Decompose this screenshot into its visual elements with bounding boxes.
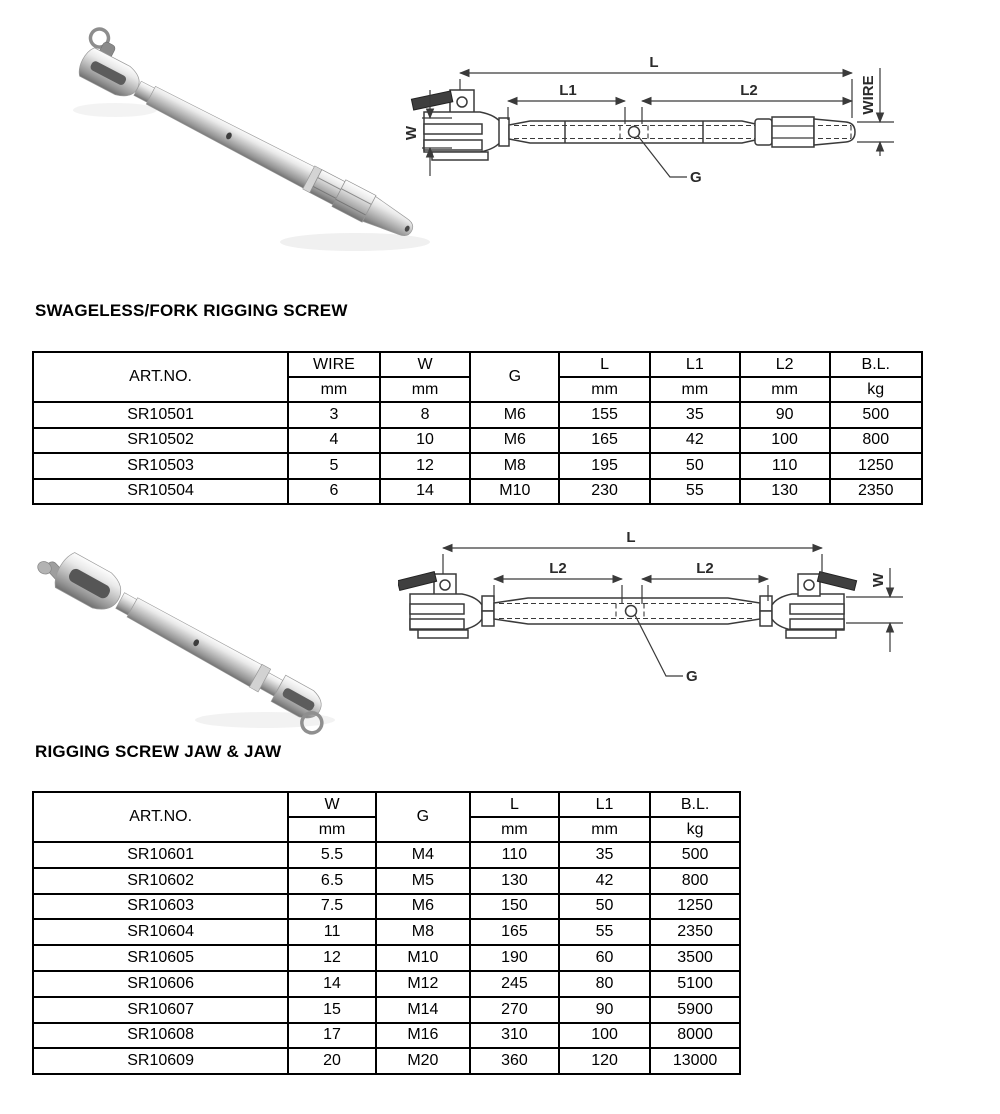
table-cell: 35 xyxy=(559,842,650,868)
table-cell: 230 xyxy=(559,479,650,505)
table-cell: 90 xyxy=(740,402,830,428)
column-header: W xyxy=(288,792,376,817)
table-row xyxy=(33,1023,740,1049)
table-cell: M14 xyxy=(376,997,470,1023)
table-cell: 42 xyxy=(650,428,740,454)
table-cell: 110 xyxy=(470,842,559,868)
table-row xyxy=(33,479,922,505)
table-cell: 245 xyxy=(470,971,559,997)
jaw-jaw-drawing xyxy=(398,528,978,713)
table-cell: 8 xyxy=(380,402,471,428)
column-unit: mm xyxy=(380,377,471,402)
column-header: ART.NO. xyxy=(33,352,288,402)
table-row xyxy=(33,919,740,945)
spec-table-jaw-jaw xyxy=(32,791,741,1075)
table-cell: M8 xyxy=(470,453,559,479)
column-header: L2 xyxy=(740,352,830,377)
body-drawing-2 xyxy=(494,598,760,624)
table-row xyxy=(33,842,740,868)
column-header: L xyxy=(470,792,559,817)
dim-label-L2-right: L2 xyxy=(696,560,714,577)
table-cell: 130 xyxy=(470,868,559,894)
column-header: G xyxy=(376,792,470,842)
technical-drawing-jaw-jaw xyxy=(398,528,978,713)
table-cell: 11 xyxy=(288,919,376,945)
technical-drawing-swageless-fork xyxy=(402,32,982,244)
table-cell: 6.5 xyxy=(288,868,376,894)
table-cell: SR10601 xyxy=(33,842,288,868)
table-cell: 14 xyxy=(288,971,376,997)
table-cell: 5100 xyxy=(650,971,740,997)
table-cell: 165 xyxy=(470,919,559,945)
table-row xyxy=(33,894,740,920)
body-drawing xyxy=(499,118,760,146)
column-header: W xyxy=(380,352,471,377)
swageless-fork-photo-image xyxy=(25,10,440,265)
column-unit: mm xyxy=(559,377,650,402)
table-cell: SR10607 xyxy=(33,997,288,1023)
spec-table-swageless-fork xyxy=(32,351,923,505)
product-photo-jaw-jaw xyxy=(15,510,345,742)
table-cell: 155 xyxy=(559,402,650,428)
table-cell: 12 xyxy=(380,453,471,479)
table-cell: M10 xyxy=(376,945,470,971)
table-cell: M10 xyxy=(470,479,559,505)
table-cell: 130 xyxy=(740,479,830,505)
table-cell: 500 xyxy=(830,402,923,428)
table-cell: SR10602 xyxy=(33,868,288,894)
table-cell: 195 xyxy=(559,453,650,479)
table-cell: 55 xyxy=(559,919,650,945)
table-cell: 3500 xyxy=(650,945,740,971)
column-header: ART.NO. xyxy=(33,792,288,842)
table-cell: SR10605 xyxy=(33,945,288,971)
dim-label-L1: L1 xyxy=(559,82,577,99)
dim-label-L2: L2 xyxy=(740,82,758,99)
column-unit: mm xyxy=(288,817,376,842)
column-unit: kg xyxy=(830,377,923,402)
table-cell: 10 xyxy=(380,428,471,454)
swageless-fork-drawing xyxy=(402,32,982,244)
column-header: B.L. xyxy=(650,792,740,817)
table-row xyxy=(33,971,740,997)
right-jaw-drawing xyxy=(760,572,857,638)
dim-label-L: L xyxy=(649,54,659,71)
left-jaw-drawing xyxy=(398,572,494,638)
table-cell: 20 xyxy=(288,1048,376,1074)
table-cell: 17 xyxy=(288,1023,376,1049)
section-heading-swageless-fork: SWAGELESS/FORK RIGGING SCREW xyxy=(35,301,348,320)
table-row xyxy=(33,945,740,971)
table-row xyxy=(33,402,922,428)
table-cell: SR10606 xyxy=(33,971,288,997)
table-cell: 120 xyxy=(559,1048,650,1074)
swage-stud-end-drawing xyxy=(755,117,855,147)
table-cell: 4 xyxy=(288,428,380,454)
table-cell: 100 xyxy=(559,1023,650,1049)
table-cell: 60 xyxy=(559,945,650,971)
table-row xyxy=(33,868,740,894)
table-cell: SR10608 xyxy=(33,1023,288,1049)
table-body xyxy=(33,842,740,1074)
table-cell: M5 xyxy=(376,868,470,894)
table-cell: SR10603 xyxy=(33,894,288,920)
dim-label-G: G xyxy=(690,169,702,186)
table-cell: SR10501 xyxy=(33,402,288,428)
dim-label-L: L xyxy=(626,529,636,546)
table-cell: 2350 xyxy=(830,479,923,505)
dim-label-L2-left: L2 xyxy=(549,560,567,577)
table-cell: 12 xyxy=(288,945,376,971)
table-cell: 500 xyxy=(650,842,740,868)
table-cell: SR10504 xyxy=(33,479,288,505)
column-header: G xyxy=(470,352,559,402)
fork-end-drawing xyxy=(411,90,502,160)
table-cell: M20 xyxy=(376,1048,470,1074)
column-unit: mm xyxy=(650,377,740,402)
section-heading-jaw-jaw: RIGGING SCREW JAW & JAW xyxy=(35,742,282,761)
product-photo-swageless-fork xyxy=(25,10,440,265)
dim-label-W: W xyxy=(870,572,887,588)
table-cell: 360 xyxy=(470,1048,559,1074)
table-cell: 8000 xyxy=(650,1023,740,1049)
column-header: L1 xyxy=(650,352,740,377)
dim-label-W: W xyxy=(403,125,420,141)
table-cell: SR10502 xyxy=(33,428,288,454)
table-cell: 3 xyxy=(288,402,380,428)
column-header: L xyxy=(559,352,650,377)
table-cell: SR10503 xyxy=(33,453,288,479)
table-cell: 42 xyxy=(559,868,650,894)
table-cell: 100 xyxy=(740,428,830,454)
column-unit: mm xyxy=(559,817,650,842)
column-header: B.L. xyxy=(830,352,923,377)
table-cell: M6 xyxy=(376,894,470,920)
dim-label-G: G xyxy=(686,668,698,685)
table-cell: M12 xyxy=(376,971,470,997)
table-cell: 800 xyxy=(650,868,740,894)
table-cell: 165 xyxy=(559,428,650,454)
table-cell: 310 xyxy=(470,1023,559,1049)
table-cell: 800 xyxy=(830,428,923,454)
table-cell: 190 xyxy=(470,945,559,971)
table-row xyxy=(33,1048,740,1074)
table-cell: 7.5 xyxy=(288,894,376,920)
column-unit: mm xyxy=(470,817,559,842)
table-cell: 5900 xyxy=(650,997,740,1023)
dim-label-WIRE: WIRE xyxy=(860,75,877,115)
table-cell: M6 xyxy=(470,402,559,428)
table-cell: 1250 xyxy=(830,453,923,479)
table-cell: SR10604 xyxy=(33,919,288,945)
table-cell: SR10609 xyxy=(33,1048,288,1074)
table-row xyxy=(33,428,922,454)
table-cell: 1250 xyxy=(650,894,740,920)
jaw-jaw-photo-image xyxy=(15,510,345,742)
table-cell: 90 xyxy=(559,997,650,1023)
table-cell: 14 xyxy=(380,479,471,505)
table-cell: 5 xyxy=(288,453,380,479)
table-cell: M4 xyxy=(376,842,470,868)
table-cell: 110 xyxy=(740,453,830,479)
column-unit: mm xyxy=(740,377,830,402)
column-unit: kg xyxy=(650,817,740,842)
table-cell: 150 xyxy=(470,894,559,920)
table-header xyxy=(33,792,740,842)
column-unit: mm xyxy=(288,377,380,402)
table-cell: 15 xyxy=(288,997,376,1023)
table-cell: M8 xyxy=(376,919,470,945)
table-row xyxy=(33,997,740,1023)
table-cell: 50 xyxy=(650,453,740,479)
column-header: L1 xyxy=(559,792,650,817)
table-cell: 35 xyxy=(650,402,740,428)
table-cell: 2350 xyxy=(650,919,740,945)
table-cell: M16 xyxy=(376,1023,470,1049)
table-header xyxy=(33,352,922,402)
table-cell: 6 xyxy=(288,479,380,505)
table-cell: 5.5 xyxy=(288,842,376,868)
column-header: WIRE xyxy=(288,352,380,377)
table-cell: 55 xyxy=(650,479,740,505)
table-cell: 50 xyxy=(559,894,650,920)
table-cell: 270 xyxy=(470,997,559,1023)
table-body xyxy=(33,402,922,504)
table-cell: 13000 xyxy=(650,1048,740,1074)
table-cell: M6 xyxy=(470,428,559,454)
table-row xyxy=(33,453,922,479)
table-cell: 80 xyxy=(559,971,650,997)
